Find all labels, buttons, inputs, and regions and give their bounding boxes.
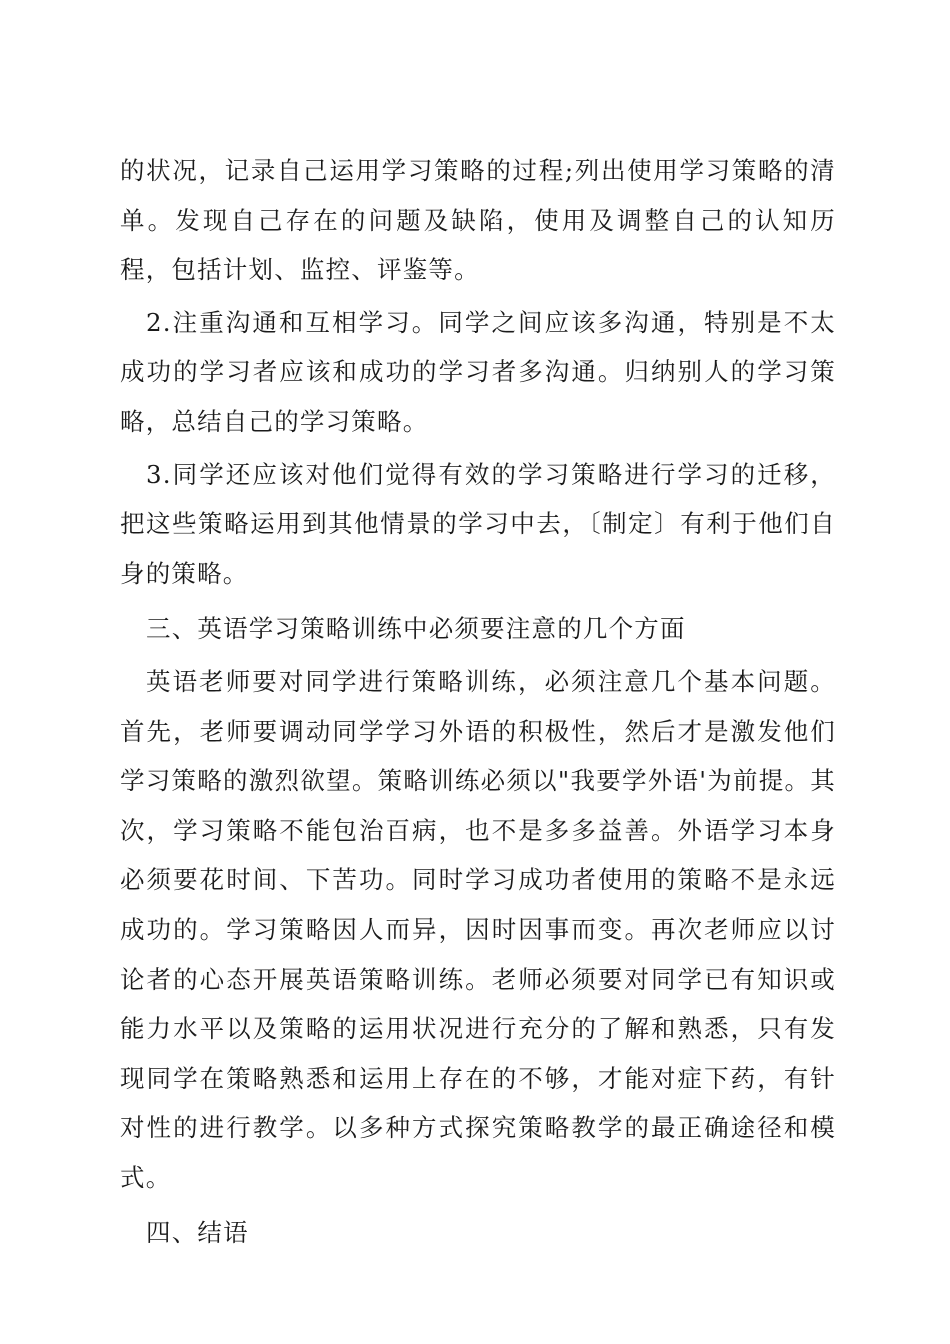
paragraph-point-3: 3.同学还应该对他们觉得有效的学习策略进行学习的迁移，把这些策略运用到其他情景的学习中去，〔制定〕有利于他们自身的策略。 — [120, 459, 836, 588]
section-heading-4: 四、结语 — [146, 1218, 249, 1248]
paragraph-continuation: 的状况，记录自己运用学习策略的过程;列出使用学习策略的清单。发现自己存在的问题及缺陷，使用及调整自己的认知历程，包括计划、监控、评鉴等。 — [120, 156, 836, 285]
paragraph-section-3-body: 英语老师要对同学进行策略训练，必须注意几个基本问题。首先，老师要调动同学学习外语的积极性，然后才是激发他们学习策略的激烈欲望。策略训练必须以"我要学外语'为前提。其次，学习策略不能包治百病，也不是多多益善。外语学习本身必须要花时间、下苦功。同时学习成功者使用的策略不是永远成功的。学习策略因人而异，因时因事而变。再次老师应以讨论者的心态开展英语策略训练。老师必须要对同学已有知识或能力水平以及策略的运用状况进行充分的了解和熟悉，只有发现同学在策略熟悉和运用上存在的不够，才能对症下药，有针对性的进行教学。以多种方式探究策略教学的最正确途径和模式。 — [120, 666, 836, 1192]
section-heading-3: 三、英语学习策略训练中必须要注意的几个方面 — [146, 614, 686, 644]
document-body — [120, 146, 836, 1258]
paragraph-point-2: 2.注重沟通和互相学习。同学之间应该多沟通，特别是不太成功的学习者应该和成功的学习者多沟通。归纳别人的学习策略，总结自己的学习策略。 — [120, 307, 836, 436]
